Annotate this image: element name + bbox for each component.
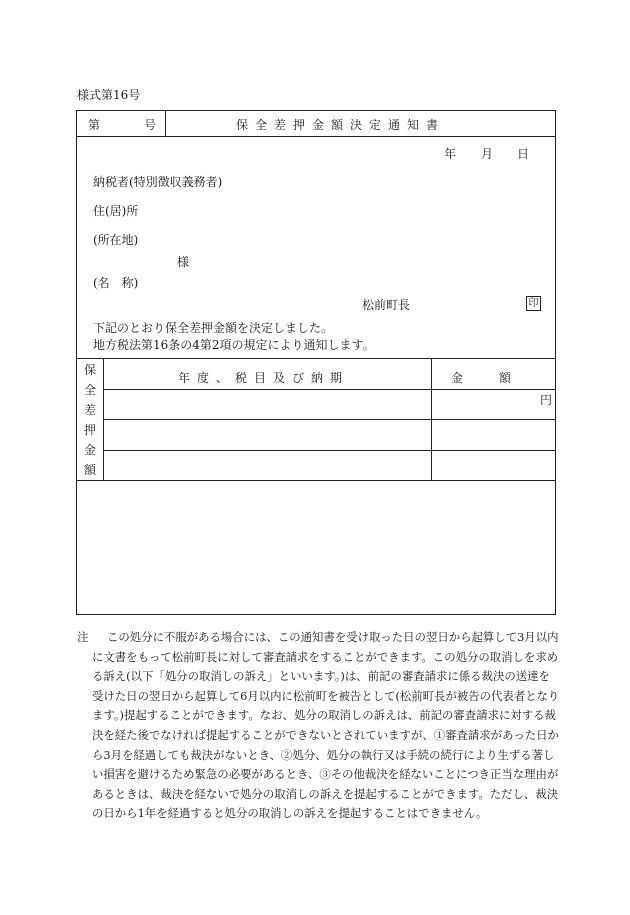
- table-row-line-1: [103, 419, 556, 420]
- number-suffix: 号: [144, 118, 157, 132]
- issuer-name: 松前町長: [362, 298, 411, 312]
- side-label-char: 額: [83, 463, 96, 477]
- body-line-2: 地方税法第16条の4第2項の規定により通知します。: [93, 338, 375, 352]
- table-bottom-line: [76, 480, 556, 481]
- table-header-line: [103, 389, 556, 390]
- column-amount: 金 額: [451, 371, 512, 385]
- column-period: 年度、税目及び納期: [178, 371, 350, 385]
- side-label-char: 差: [83, 403, 96, 417]
- date-day: 日: [517, 147, 530, 161]
- table-top-line: [76, 358, 556, 359]
- location-label: (所在地): [93, 233, 139, 247]
- side-label-char: 保: [83, 363, 96, 377]
- header-number-divider: [165, 110, 166, 136]
- form-number: 様式第16号: [77, 88, 141, 102]
- header-divider: [76, 136, 556, 137]
- seal-mark: 印: [526, 296, 541, 311]
- note-text: この処分に不服がある場合には、この通知書を受け取った日の翌日から起算して3月以内に文書をもって松前町長に対して審査請求をすることができます。この処分の取消しを求める訴え(以下「処分の取消しの訴え」といいます。)は、前記の審査請求に係る裁決の送達を受けた日の翌日から起算して6月以内に松前町を被告として(松前町長が被告の代表者となります。)提起することができます。なお、処分の取消しの訴えは、前記の審査請求に対する裁決を経た後でなければ提起することができないとされていますが、①審査請求があった日から3月を経過しても裁決がないとき、②処分、処分の執行又は手続の続行により生ずる著しい損害を避けるため緊急の必要があるとき、③その他裁決を経ないことにつき正当な理由があるときは、裁決を経ないで処分の取消しの訴えを提起することができます。ただし、裁決の日から1年を経過すると処分の取消しの訴えを提起することはできません。: [92, 630, 560, 821]
- address-label: 住(居)所: [93, 204, 139, 218]
- body-line-1: 下記のとおり保全差押金額を決定しました。: [93, 321, 334, 335]
- yen-unit: 円: [540, 393, 553, 407]
- date-year: 年: [444, 147, 457, 161]
- date-month: 月: [481, 147, 494, 161]
- side-label-char: 押: [83, 423, 96, 437]
- side-label-char: 金: [83, 443, 96, 457]
- taxpayer-label: 納税者(特別徴収義務者): [93, 175, 223, 189]
- note-label: 注: [77, 630, 89, 644]
- number-prefix: 第: [88, 118, 101, 132]
- side-label: [77, 360, 103, 480]
- honorific: 様: [177, 255, 190, 269]
- side-label-char: 全: [83, 383, 96, 397]
- table-row-line-2: [103, 450, 556, 451]
- appeal-note: [77, 628, 560, 824]
- document-title: 保全差押金額決定通知書: [236, 118, 446, 132]
- name-label: (名 称): [93, 276, 139, 290]
